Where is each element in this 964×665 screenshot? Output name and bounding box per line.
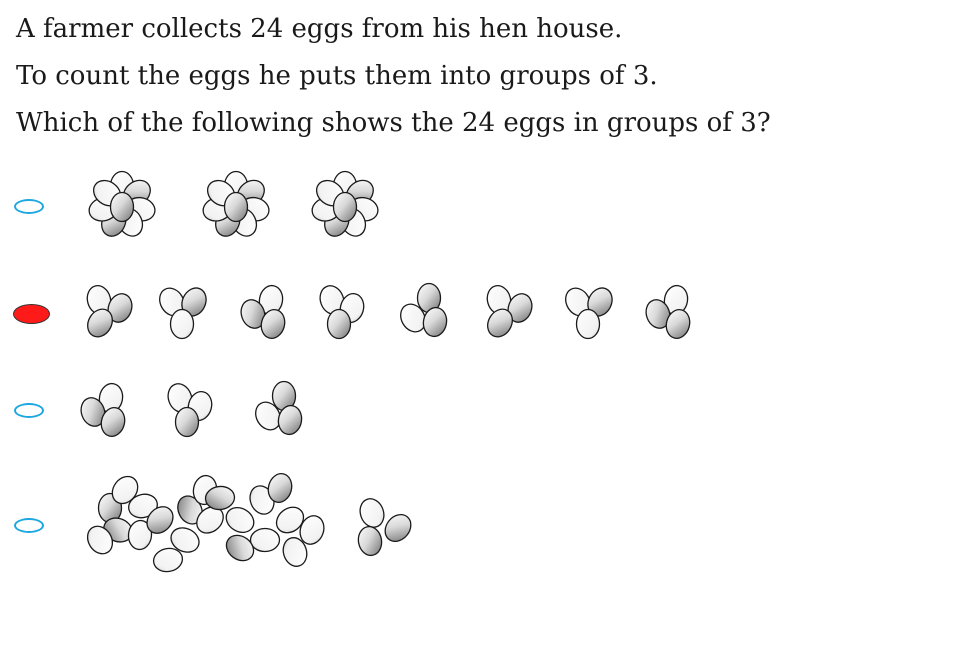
option-c-egg-groups	[77, 380, 304, 439]
egg-group	[200, 172, 271, 241]
egg-group	[483, 283, 536, 341]
option-d-egg-groups	[83, 471, 417, 574]
option-a-egg-groups	[86, 172, 380, 241]
egg-group	[251, 382, 304, 437]
egg-icon	[111, 193, 134, 222]
egg-group	[356, 495, 416, 557]
egg-icon	[250, 528, 279, 552]
question-line-2: To count the eggs he puts them into groups of 3.	[16, 61, 658, 91]
egg-group	[83, 283, 136, 341]
egg-icon	[171, 310, 194, 339]
egg-icon	[380, 510, 416, 547]
egg-group	[86, 172, 157, 241]
egg-group	[309, 172, 380, 241]
egg-group	[237, 284, 288, 341]
egg-icon	[225, 193, 248, 222]
egg-group	[155, 284, 211, 339]
egg-group	[77, 382, 128, 439]
egg-icon	[356, 525, 384, 558]
egg-group	[164, 380, 215, 436]
egg-icon	[577, 310, 600, 339]
egg-group	[83, 471, 328, 574]
egg-group	[316, 282, 367, 338]
egg-icon	[356, 495, 388, 530]
question-line-1: A farmer collects 24 eggs from his hen house.	[16, 14, 623, 44]
option-b-egg-groups	[83, 282, 693, 341]
egg-icon	[334, 193, 357, 222]
egg-icon	[176, 408, 199, 437]
egg-icon	[328, 310, 351, 339]
question-line-3: Which of the following shows the 24 eggs in groups of 3?	[16, 108, 771, 138]
egg-group	[561, 284, 617, 339]
egg-group	[396, 284, 449, 339]
egg-group	[642, 284, 693, 341]
